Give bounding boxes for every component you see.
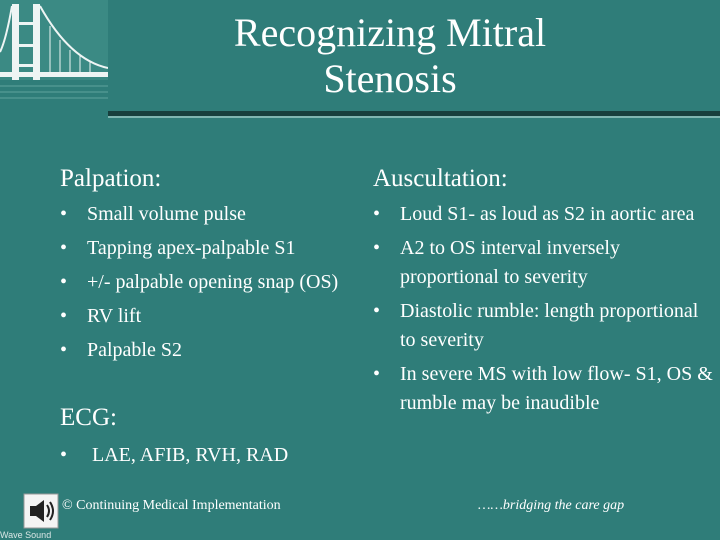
palpation-heading: Palpation:: [60, 165, 162, 192]
list-item: • Tapping apex-palpable S1: [60, 234, 350, 263]
list-item: • In severe MS with low flow- S1, OS & rumble may be inaudible: [373, 360, 718, 418]
list-item: • A2 to OS interval inversely proportional to severity: [373, 234, 718, 292]
list-item: • LAE, AFIB, RVH, RAD: [60, 441, 350, 470]
bridge-logo-icon: [0, 0, 108, 104]
list-item: • Diastolic rumble: length proportional to severity: [373, 297, 718, 355]
list-item: • Small volume pulse: [60, 200, 350, 229]
list-item: • +/- palpable opening snap (OS): [60, 268, 350, 297]
auscultation-heading: Auscultation:: [373, 165, 508, 192]
footer-tagline: ……bridging the care gap: [478, 498, 625, 513]
sound-label: Wave Sound: [0, 530, 52, 540]
footer-copyright: © Continuing Medical Implementation: [62, 498, 281, 513]
list-item: • Palpable S2: [60, 336, 350, 365]
title-line-1: Recognizing Mitral: [233, 10, 547, 55]
list-item: • RV lift: [60, 302, 350, 331]
title-divider: [108, 111, 720, 121]
ecg-list: [60, 441, 350, 475]
title-line-2: Stenosis: [323, 56, 457, 101]
auscultation-list: [373, 200, 718, 423]
slide-title: [150, 10, 630, 102]
ecg-heading: ECG:: [60, 404, 117, 431]
list-item: • Loud S1- as loud as S2 in aortic area: [373, 200, 718, 229]
palpation-list: [60, 200, 350, 370]
